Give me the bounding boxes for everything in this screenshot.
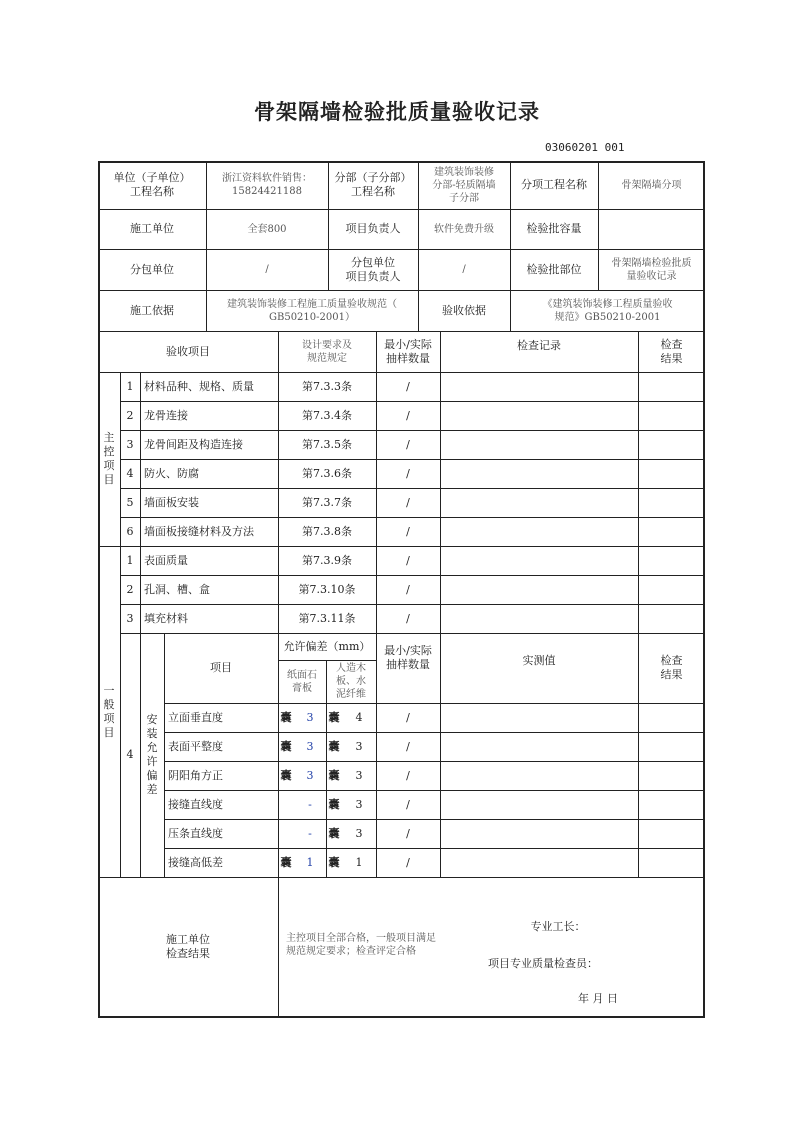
submanager-label: 分包单位 项目负责人 — [345, 255, 401, 283]
tolerance-value-wood: 1 — [355, 855, 363, 869]
main-item-no: 3 — [126, 437, 134, 451]
accept-label: 验收依据 — [442, 303, 486, 317]
tolerance-sample: / — [406, 855, 410, 869]
main-item-clause: 第7.3.8条 — [302, 524, 352, 538]
manager-label: 项目负责人 — [345, 222, 401, 235]
sign-date: 年 月 日 — [578, 992, 618, 1005]
page-title: 骨架隔墙检验批质量验收记录 — [254, 99, 540, 124]
tolerance-value-wood: 3 — [355, 826, 363, 840]
tolerance-sample: / — [406, 797, 410, 811]
table-rule — [638, 604, 639, 633]
tolerance-col-wood: 人造木 板、水 泥纤维 — [336, 663, 366, 700]
tolerance-glyph: 囊 — [328, 739, 340, 753]
table-rule — [98, 1016, 705, 1018]
tolerance-sample: / — [406, 826, 410, 840]
general-item-sample: / — [406, 553, 410, 567]
table-rule — [440, 430, 441, 459]
tolerance-col-gypsum: 纸面石 膏板 — [287, 669, 317, 694]
main-item-name: 龙骨间距及构造连接 — [144, 437, 243, 451]
location-label: 检验批部位 — [526, 262, 582, 276]
table-rule — [638, 430, 639, 459]
tolerance-item-header: 项目 — [210, 661, 232, 674]
general-item-name: 孔洞、槽、盒 — [144, 582, 210, 596]
foreman-label: 专业工长： — [530, 920, 586, 933]
tolerance-sample: / — [406, 710, 410, 724]
tolerance-row-name: 阴阳角方正 — [168, 768, 223, 782]
col-record-header: 检查记录 — [517, 339, 561, 352]
unit-value: 浙江资料软件销售： 15824421188 — [222, 173, 312, 197]
col-sample-header: 最小/实际 抽样数量 — [384, 337, 432, 365]
part-value: 建筑装饰装修 分部-轻质隔墙 子分部 — [432, 166, 496, 204]
main-item-sample: / — [406, 466, 410, 480]
main-item-name: 材料品种、规格、质量 — [144, 379, 254, 393]
general-item-clause: 第7.3.9条 — [302, 553, 352, 567]
tolerance-no: 4 — [126, 748, 134, 761]
tolerance-row-name: 接缝高低差 — [168, 855, 223, 869]
inspection-conclusion: 主控项目全部合格，一般项目满足 规范规定要求；检查评定合格 — [286, 932, 436, 957]
main-item-clause: 第7.3.3条 — [302, 379, 352, 393]
table-rule — [440, 372, 441, 401]
basis-value: 建筑装饰装修工程施工质量验收规范（ GB50210-2001） — [227, 298, 397, 323]
table-rule — [638, 372, 639, 401]
capacity-value — [598, 209, 705, 249]
table-rule — [638, 546, 639, 575]
location-value: 骨架隔墙检验批质 量验收记录 — [611, 257, 692, 282]
general-item-no: 1 — [126, 553, 134, 567]
constructor-label: 施工单位 — [130, 222, 174, 235]
inspection-record-table — [98, 161, 705, 1018]
tolerance-sample-header: 最小/实际 抽样数量 — [384, 644, 432, 671]
tolerance-glyph: 囊 — [280, 855, 292, 869]
general-group-label: 一 般 项 目 — [103, 683, 115, 739]
table-rule — [440, 459, 441, 488]
main-item-name: 龙骨连接 — [144, 408, 188, 422]
tolerance-value-wood: 3 — [355, 768, 363, 782]
tolerance-value-gypsum: - — [308, 797, 312, 811]
col-design-header: 设计要求及 规范规定 — [302, 339, 352, 364]
tolerance-value-gypsum: - — [308, 826, 312, 840]
table-rule — [440, 488, 441, 517]
tolerance-header: 允许偏差（mm） — [283, 639, 371, 653]
tolerance-value-gypsum: 3 — [306, 739, 314, 753]
main-item-sample: / — [406, 524, 410, 538]
table-rule — [638, 488, 639, 517]
basis-label: 施工依据 — [130, 303, 174, 317]
document-code: 03060201 001 — [545, 141, 625, 154]
tolerance-glyph: 囊 — [328, 826, 340, 840]
table-rule — [638, 575, 639, 604]
main-item-clause: 第7.3.7条 — [302, 495, 352, 509]
tolerance-row-name: 立面垂直度 — [168, 710, 223, 724]
main-item-sample: / — [406, 379, 410, 393]
subcontract-label: 分包单位 — [130, 262, 174, 276]
main-item-clause: 第7.3.5条 — [302, 437, 352, 451]
tolerance-value-gypsum: 3 — [306, 768, 314, 782]
main-control-group-label: 主 控 项 目 — [103, 431, 115, 486]
main-item-sample: / — [406, 495, 410, 509]
general-item-no: 3 — [126, 611, 134, 625]
tolerance-row-name: 接缝直线度 — [168, 797, 223, 811]
subcontract-value: / — [265, 264, 269, 275]
unit-label: 单位（子单位） 工程名称 — [113, 171, 191, 198]
main-item-name: 防火、防腐 — [144, 466, 199, 480]
tolerance-glyph: 囊 — [280, 739, 292, 753]
table-rule — [440, 546, 441, 575]
submanager-value: / — [462, 264, 466, 275]
tolerance-value-wood: 4 — [355, 710, 363, 724]
main-item-name: 墙面板安装 — [144, 495, 199, 509]
table-rule — [440, 575, 441, 604]
tolerance-glyph: 囊 — [328, 710, 340, 724]
col-item-header: 验收项目 — [166, 344, 210, 358]
tolerance-row-name: 表面平整度 — [168, 739, 223, 753]
tolerance-sample: / — [406, 739, 410, 753]
tolerance-glyph — [278, 819, 294, 848]
table-rule — [440, 604, 441, 633]
table-rule — [98, 877, 705, 878]
col-result-header: 检查 结果 — [660, 337, 683, 365]
general-item-sample: / — [406, 582, 410, 596]
main-item-clause: 第7.3.4条 — [302, 408, 352, 422]
constructor-value: 全套800 — [247, 223, 287, 235]
capacity-label: 检验批容量 — [526, 222, 582, 235]
tolerance-row-name: 压条直线度 — [168, 826, 223, 840]
accept-value: 《建筑装饰装修工程质量验收 规范》GB50210-2001 — [542, 298, 673, 323]
tolerance-glyph: 囊 — [280, 710, 292, 724]
sub-project-value: 骨架隔墙分项 — [621, 179, 682, 191]
constructor-result-label: 施工单位 检查结果 — [166, 933, 210, 960]
main-item-name: 墙面板接缝材料及方法 — [144, 524, 254, 538]
table-rule — [440, 517, 441, 546]
tolerance-sample: / — [406, 768, 410, 782]
main-item-no: 1 — [126, 379, 134, 393]
main-item-sample: / — [406, 437, 410, 451]
sub-project-label: 分项工程名称 — [521, 178, 587, 191]
main-item-no: 2 — [126, 408, 134, 422]
tolerance-value-gypsum: 1 — [306, 855, 314, 869]
tolerance-value-wood: 3 — [355, 739, 363, 753]
tolerance-result-header: 检查 结果 — [660, 654, 683, 681]
general-item-name: 填充材料 — [144, 611, 188, 625]
general-item-name: 表面质量 — [144, 553, 188, 567]
measured-value-header: 实测值 — [522, 654, 556, 667]
tolerance-group-label: 安 装 允 许 偏 差 — [146, 713, 158, 796]
table-rule — [440, 401, 441, 430]
general-item-no: 2 — [126, 582, 134, 596]
tolerance-glyph: 囊 — [328, 768, 340, 782]
main-item-sample: / — [406, 408, 410, 422]
tolerance-glyph: 囊 — [328, 797, 340, 811]
tolerance-value-gypsum: 3 — [306, 710, 314, 724]
tolerance-glyph — [278, 790, 294, 819]
general-item-clause: 第7.3.11条 — [298, 611, 356, 625]
table-rule — [638, 459, 639, 488]
general-item-sample: / — [406, 611, 410, 625]
table-rule — [638, 401, 639, 430]
main-item-no: 4 — [126, 466, 134, 480]
tolerance-glyph: 囊 — [280, 768, 292, 782]
manager-value: 软件免费升级 — [434, 223, 494, 235]
main-item-no: 6 — [126, 524, 134, 538]
tolerance-value-wood: 3 — [355, 797, 363, 811]
main-item-no: 5 — [126, 495, 134, 509]
general-item-clause: 第7.3.10条 — [298, 582, 356, 596]
table-rule — [638, 517, 639, 546]
tolerance-glyph: 囊 — [328, 855, 340, 869]
quality-inspector-label: 项目专业质量检查员： — [488, 957, 598, 970]
part-label: 分部（子分部） 工程名称 — [334, 171, 412, 198]
table-rule — [278, 877, 279, 1018]
main-item-clause: 第7.3.6条 — [302, 466, 352, 480]
